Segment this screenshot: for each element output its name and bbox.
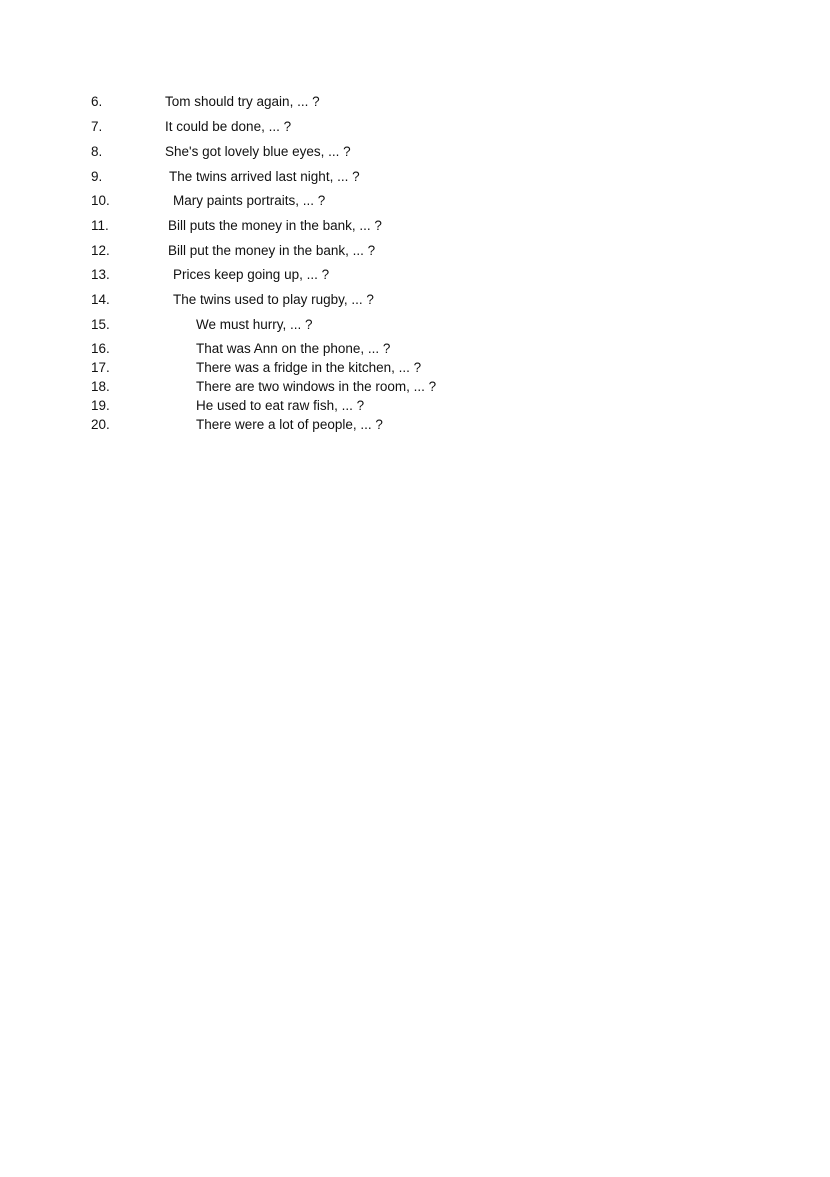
exercise-item: [0, 143, 700, 161]
item-text: He used to eat raw fish, ... ?: [196, 398, 365, 413]
item-text: Tom should try again, ... ?: [165, 94, 320, 109]
exercise-item: [0, 242, 700, 260]
exercise-item: [0, 397, 700, 415]
item-number: 11.: [91, 218, 109, 233]
item-text: We must hurry, ... ?: [196, 317, 313, 332]
item-number: 8.: [91, 144, 103, 159]
item-number: 14.: [91, 292, 110, 307]
exercise-item: [0, 118, 700, 136]
item-number: 15.: [91, 317, 110, 332]
item-number: 16.: [91, 341, 110, 356]
item-number: 13.: [91, 267, 110, 282]
item-text: There was a fridge in the kitchen, ... ?: [196, 360, 422, 375]
item-number: 19.: [91, 398, 110, 413]
exercise-item: [0, 192, 700, 210]
exercise-item: [0, 217, 700, 235]
item-text: The twins arrived last night, ... ?: [169, 169, 360, 184]
item-number: 7.: [91, 119, 103, 134]
exercise-item: [0, 378, 700, 396]
item-text: There were a lot of people, ... ?: [196, 417, 383, 432]
item-number: 12.: [91, 243, 110, 258]
exercise-item: [0, 291, 700, 309]
item-number: 6.: [91, 94, 103, 109]
exercise-item: [0, 340, 700, 358]
exercise-item: [0, 266, 700, 284]
item-text: She's got lovely blue eyes, ... ?: [165, 144, 351, 159]
item-text: That was Ann on the phone, ... ?: [196, 341, 391, 356]
exercise-item: [0, 416, 700, 434]
item-text: Bill put the money in the bank, ... ?: [168, 243, 376, 258]
item-text: Prices keep going up, ... ?: [173, 267, 330, 282]
item-text: There are two windows in the room, ... ?: [196, 379, 437, 394]
item-text: Mary paints portraits, ... ?: [173, 193, 326, 208]
item-text: Bill puts the money in the bank, ... ?: [168, 218, 382, 233]
item-number: 10.: [91, 193, 110, 208]
item-number: 18.: [91, 379, 110, 394]
item-number: 20.: [91, 417, 110, 432]
item-text: The twins used to play rugby, ... ?: [173, 292, 374, 307]
item-number: 17.: [91, 360, 110, 375]
exercise-item: [0, 316, 700, 334]
item-number: 9.: [91, 169, 103, 184]
exercise-item: [0, 93, 700, 111]
exercise-item: [0, 168, 700, 186]
exercise-item: [0, 359, 700, 377]
item-text: It could be done, ... ?: [165, 119, 292, 134]
